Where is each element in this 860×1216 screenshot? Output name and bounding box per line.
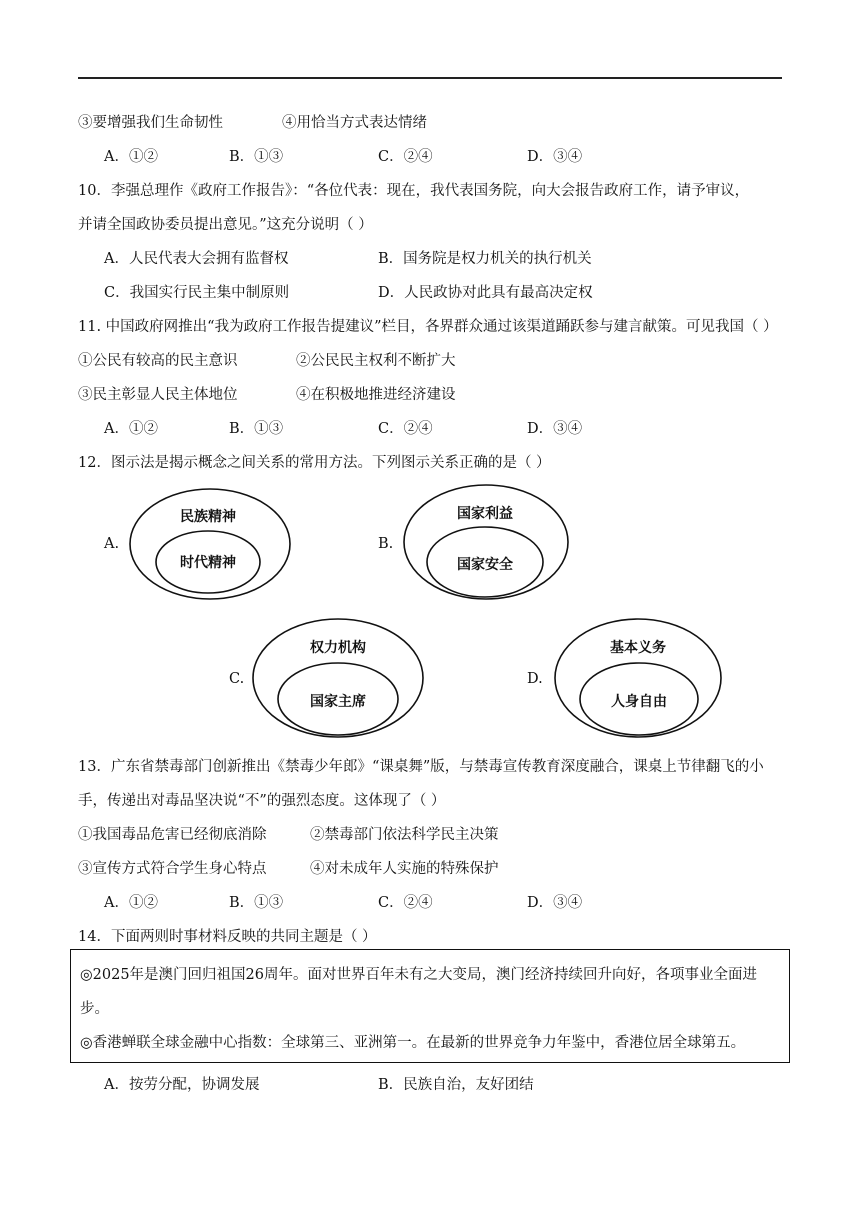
diagram-b-outer-circle <box>404 485 568 599</box>
q11-option-3: ③民主彰显人民主体地位 <box>78 387 238 403</box>
diagram-c-inner-label: 国家主席 <box>310 694 366 710</box>
q11-option-1: ①公民有较高的民主意识 <box>78 353 238 369</box>
q13-stem-line1: 13．广东省禁毒部门创新推出《禁毒少年郎》“课桌舞”版，与禁毒宣传教育深度融合，课桌上节律翻飞的小 <box>78 759 764 775</box>
diagram-b-inner-label: 国家安全 <box>457 557 513 573</box>
q14-material-1-line1: ◎2025年是澳门回归祖国26周年。面对世界百年未有之大变局，澳门经济持续回升向好，各项事业全面进 <box>80 967 758 983</box>
q12-diagram-b <box>402 483 570 601</box>
q11-option-2: ②公民民主权利不断扩大 <box>296 353 456 369</box>
q9-choice-c[interactable]: C．②④ <box>378 149 433 165</box>
diagram-a-inner-label: 时代精神 <box>180 555 236 571</box>
diagram-c-outer-label: 权力机构 <box>310 640 366 656</box>
q12-diagram-b-letter[interactable]: B. <box>378 536 394 552</box>
q9-choice-d[interactable]: D．③④ <box>527 149 583 165</box>
q13-option-3: ③宣传方式符合学生身心特点 <box>78 861 267 877</box>
diagram-d-outer-circle <box>555 619 721 737</box>
q13-option-2: ②禁毒部门依法科学民主决策 <box>310 827 499 843</box>
q13-option-1: ①我国毒品危害已经彻底消除 <box>78 827 267 843</box>
q10-choice-a[interactable]: A．人民代表大会拥有监督权 <box>104 251 289 267</box>
q13-choice-d[interactable]: D．③④ <box>527 895 583 911</box>
q13-choice-a[interactable]: A．①② <box>104 895 158 911</box>
q11-choice-c[interactable]: C．②④ <box>378 421 433 437</box>
q14-stem: 14．下面两则时事材料反映的共同主题是（ ） <box>78 929 377 945</box>
q14-choice-b[interactable]: B．民族自治，友好团结 <box>378 1077 534 1093</box>
q12-diagram-d <box>553 617 723 739</box>
q14-material-1-line2: 步。 <box>80 1001 109 1017</box>
q12-diagram-c <box>251 617 425 739</box>
q13-choice-b[interactable]: B．①③ <box>229 895 284 911</box>
diagram-a-outer-circle <box>130 489 290 599</box>
q10-choice-b[interactable]: B．国务院是权力机关的执行机关 <box>378 251 592 267</box>
diagram-a-outer-label: 民族精神 <box>180 509 236 525</box>
diagram-d-outer-label: 基本义务 <box>610 640 666 656</box>
q9-option-4: ④用恰当方式表达情绪 <box>282 115 427 131</box>
q12-diagram-a-letter[interactable]: A. <box>104 536 120 552</box>
q11-option-4: ④在积极地推进经济建设 <box>296 387 456 403</box>
q10-choice-d[interactable]: D．人民政协对此具有最高决定权 <box>378 285 593 301</box>
diagram-d-inner-label: 人身自由 <box>611 694 667 710</box>
q11-choice-b[interactable]: B．①③ <box>229 421 284 437</box>
q10-stem-line1: 10．李强总理作《政府工作报告》：“各位代表：现在，我代表国务院，向大会报告政府工作，请予审议， <box>78 183 750 199</box>
q11-choice-a[interactable]: A．①② <box>104 421 158 437</box>
q11-choice-d[interactable]: D．③④ <box>527 421 583 437</box>
diagram-c-outer-circle <box>253 619 423 737</box>
q13-option-4: ④对未成年人实施的特殊保护 <box>310 861 499 877</box>
header-rule <box>78 77 782 79</box>
q9-option-3: ③要增强我们生命韧性 <box>78 115 223 131</box>
q13-stem-line2: 手，传递出对毒品坚决说“不”的强烈态度。这体现了（ ） <box>78 793 446 809</box>
q9-choice-b[interactable]: B．①③ <box>229 149 284 165</box>
diagram-b-outer-label: 国家利益 <box>457 506 513 522</box>
q14-material-2: ◎香港蝉联全球金融中心指数：全球第三、亚洲第一。在最新的世界竞争力年鉴中，香港位居全球第五。 <box>80 1035 746 1051</box>
q10-choice-c[interactable]: C．我国实行民主集中制原则 <box>104 285 290 301</box>
q14-choice-a[interactable]: A．按劳分配，协调发展 <box>104 1077 260 1093</box>
q12-stem: 12．图示法是揭示概念之间关系的常用方法。下列图示关系正确的是（ ） <box>78 455 551 471</box>
q11-stem: 11. 中国政府网推出“我为政府工作报告提建议”栏目，各界群众通过该渠道踊跃参与建言献策。可见我国（ ） <box>78 319 778 335</box>
q10-stem-line2: 并请全国政协委员提出意见。”这充分说明（ ） <box>78 217 373 233</box>
q13-choice-c[interactable]: C．②④ <box>378 895 433 911</box>
q12-diagram-c-letter[interactable]: C. <box>229 671 245 687</box>
q12-diagram-a <box>128 487 292 601</box>
q9-choice-a[interactable]: A．①② <box>104 149 158 165</box>
q12-diagram-d-letter[interactable]: D. <box>527 671 543 687</box>
